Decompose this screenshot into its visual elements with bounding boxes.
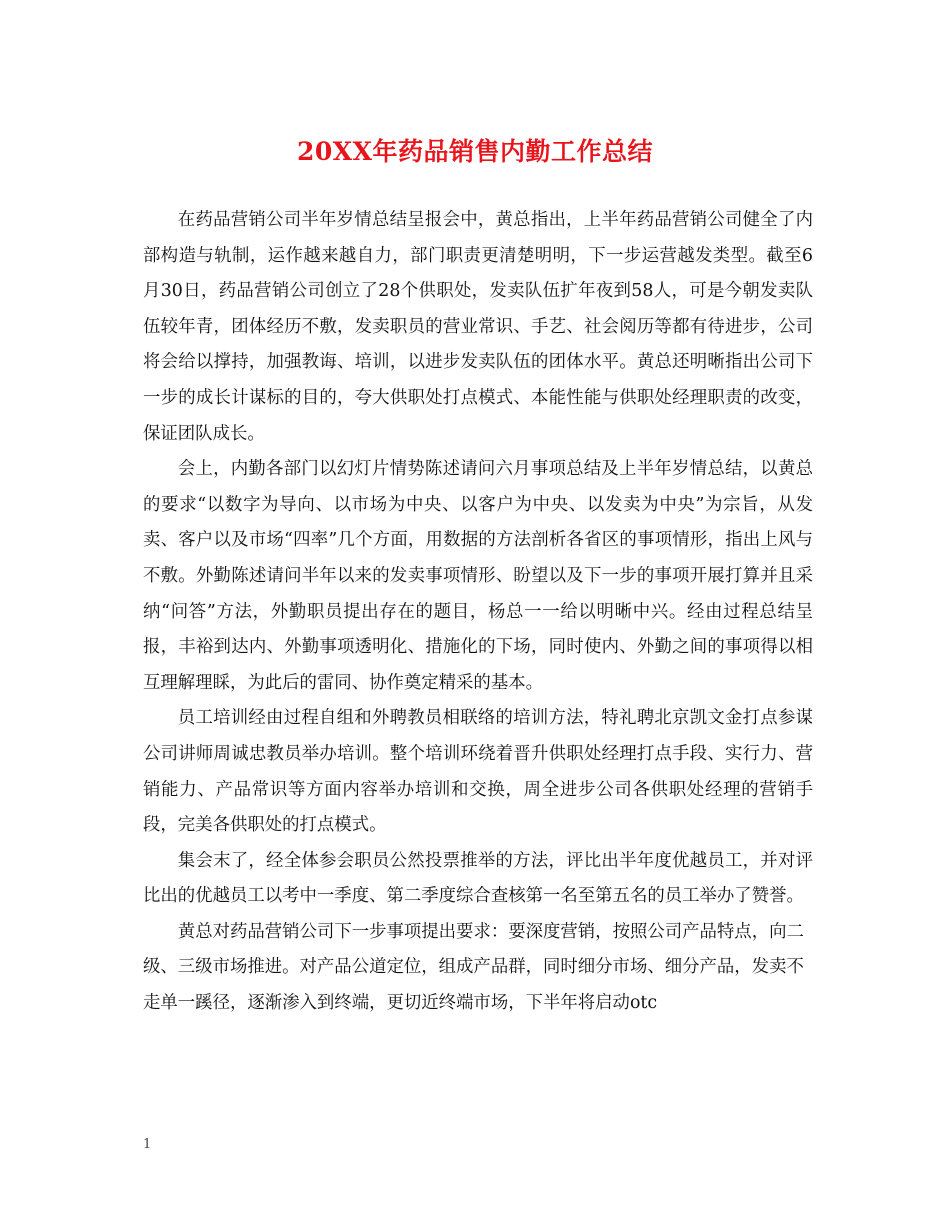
paragraph-staff-training: 员工培训经由过程自组和外聘教员相联络的培训方法，特礼聘北京凯文金打点参谋公司讲师周诚忠教员举办培训。整个培训环绕着晋升供职处经理打点手段、实行力、营销能力、产品常识等方面内容举办培训和交换，周全进步公司各供职处经理的营销手段，完美各供职处的打点模式。 bbox=[143, 708, 813, 836]
paragraph-next-steps: 黄总对药品营销公司下一步事项提出要求：要深度营销，按照公司产品特点，向二级、三级市场推进。对产品公道定位，组成产品群，同时细分市场、细分产品，发卖不走单一蹊径，逐渐渗入到终端，更切近终端市场，下半年将启动otc bbox=[143, 921, 804, 1014]
page-number: 1 bbox=[143, 1137, 152, 1152]
document-body bbox=[143, 203, 813, 1022]
paragraph-summary-meeting: 在药品营销公司半年岁情总结呈报会中，黄总指出，上半年药品营销公司健全了内部构造与轨制，运作越来越自力，部门职责更清楚明明，下一步运营越发类型。截至6月30日，药品营销公司创立了28个供职处，发卖队伍扩年夜到58人，可是今朝发卖队伍较年青，团体经历不敷，发卖职员的营业常识、手艺、社会阅历等都有待进步，公司将会给以撑持，加强教诲、培训，以进步发卖队伍的团体水平。黄总还明晰指出公司下一步的成长计谋标的目的，夸大供职处打点模式、本能性能与供职处经理职责的改变，保证团队成长。 bbox=[143, 210, 813, 444]
document-title: 20XX年药品销售内勤工作总结 bbox=[296, 137, 654, 166]
paragraph-employee-awards: 集会末了，经全体参会职员公然投票推举的方法，评比出半年度优越员工，并对评比出的优越员工以考中一季度、第二季度综合查核第一名至第五名的员工举办了赞誉。 bbox=[143, 850, 813, 907]
paragraph-internal-report: 会上，内勤各部门以幻灯片情势陈述请问六月事项总结及上半年岁情总结，以黄总的要求“以数字为导向、以市场为中央、以客户为中央、以发卖为中央”为宗旨，从发卖、客户以及市场“四率”几个方面，用数据的方法剖析各省区的事项情形，指出上风与不敷。外勤陈述请问半年以来的发卖事项情形、盼望以及下一步的事项开展打算并且采纳“问答”方法，外勤职员提出存在的题目，杨总一一给以明晰中兴。经由过程总结呈报，丰裕到达内、外勤事项透明化、措施化的下场，同时使内、外勤之间的事项得以相互理解理睬，为此后的雷同、协作奠定精采的基本。 bbox=[143, 459, 813, 693]
